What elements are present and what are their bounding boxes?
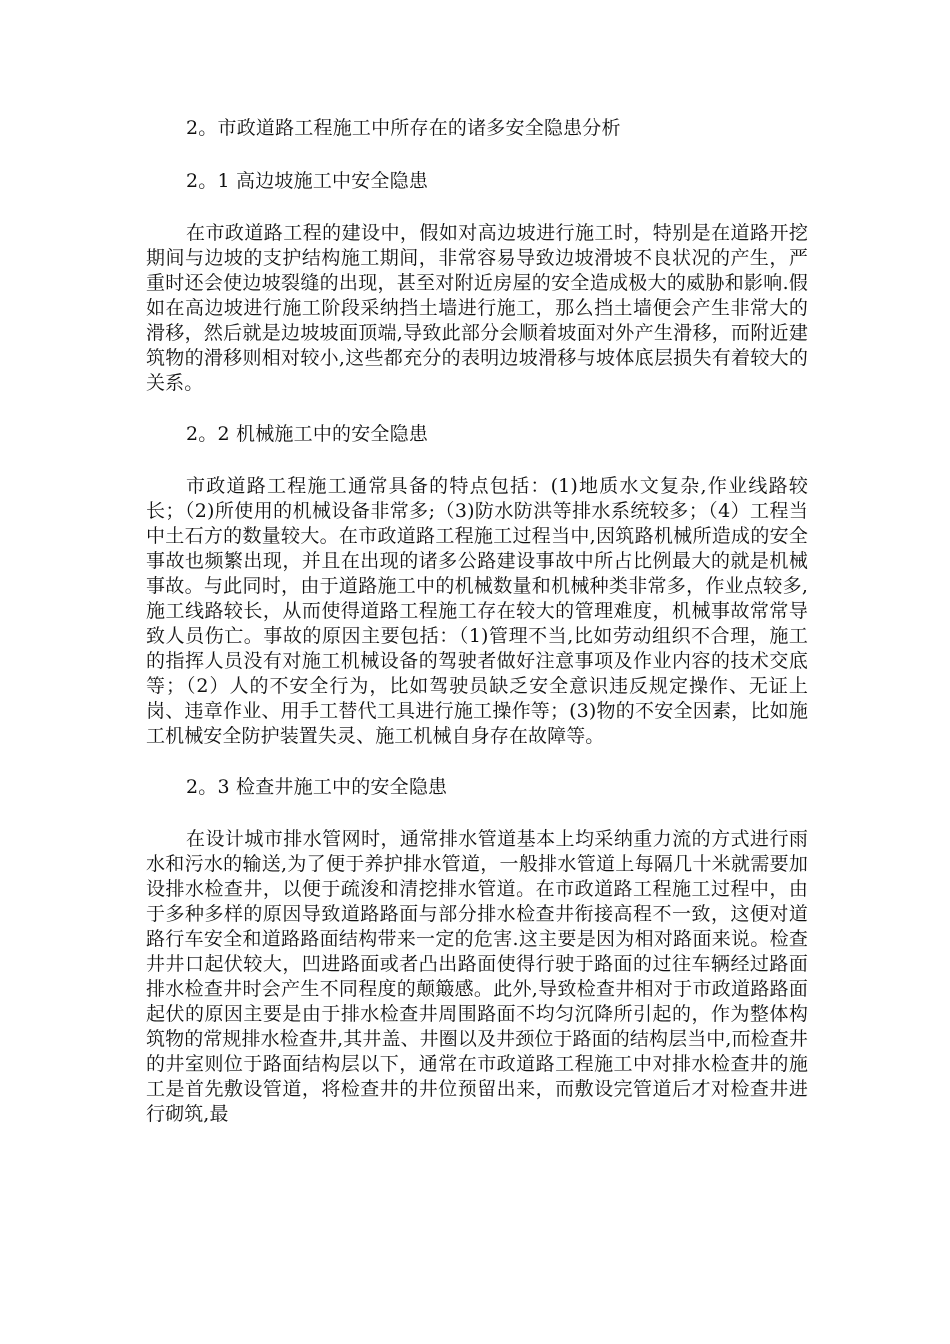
section-title: 2。市政道路工程施工中所存在的诸多安全隐患分析 xyxy=(186,117,621,139)
paragraph-inspection-well: 在设计城市排水管网时，通常排水管道基本上均采纳重力流的方式进行雨水和污水的输送,为了便于养护排水管道，一般排水管道上每隔几十米就需要加设排水检查井，以便于疏浚和清挖排水管道。在市政道路工程施工过程中，由于多种多样的原因导致道路路面与部分排水检查井衔接高程不一致，这便对道路行车安全和道路路面结构带来一定的危害.这主要是因为相对路面来说。检查井井口起伏较大，凹进路面或者凸出路面使得行驶于路面的过往车辆经过路面排水检查井时会产生不同程度的颠簸感。此外,导致检查井相对于市政道路路面起伏的原因主要是由于排水检查井周围路面不均匀沉降所引起的，作为整体构筑物的常规排水检查井,其井盖、井圈以及井颈位于路面的结构层当中,而检查井的井室则位于路面结构层以下，通常在市政道路工程施工中对排水检查井的施工是首先敷设管道，将检查井的井位预留出来，而敷设完管道后才对检查井进行砌筑,最 xyxy=(146,828,808,1125)
paragraph-machinery: 市政道路工程施工通常具备的特点包括：(1)地质水文复杂,作业线路较长；（2)所使用的机械设备非常多;（3)防水防洪等排水系统较多；（4）工程当中土石方的数量较大。在市政道路工程施工过程当中,因筑路机械所造成的安全事故也频繁出现，并且在出现的诸多公路建设事故中所占比例最大的就是机械事故。与此同时，由于道路施工中的机械数量和机械种类非常多，作业点较多,施工线路较长，从而使得道路工程施工存在较大的管理难度，机械事故常常导致人员伤亡。事故的原因主要包括：（1)管理不当,比如劳动组织不合理，施工的指挥人员没有对施工机械设备的驾驶者做好注意事项及作业内容的技术交底等；（2）人的不安全行为，比如驾驶员缺乏安全意识违反规定操作、无证上岗、违章作业、用手工替代工具进行施工操作等；(3)物的不安全因素，比如施工机械安全防护装置失灵、施工机械自身存在故障等。 xyxy=(146,475,808,747)
subsection-title-inspection-well: 2。3 检查井施工中的安全隐患 xyxy=(186,776,448,798)
subsection-title-machinery: 2。2 机械施工中的安全隐患 xyxy=(186,423,429,445)
subsection-title-high-slope: 2。1 高边坡施工中安全隐患 xyxy=(186,170,429,192)
document-body xyxy=(146,116,808,1127)
paragraph-high-slope: 在市政道路工程的建设中，假如对高边坡进行施工时，特别是在道路开挖期间与边坡的支护结构施工期间，非常容易导致边坡滑坡不良状况的产生，严重时还会使边坡裂缝的出现，甚至对附近房屋的安全造成极大的威胁和影响.假如在高边坡进行施工阶段采纳挡土墙进行施工，那么挡土墙便会产生非常大的滑移，然后就是边坡坡面顶端,导致此部分会顺着坡面对外产生滑移，而附近建筑物的滑移则相对较小,这些都充分的表明边坡滑移与坡体底层损失有着较大的关系。 xyxy=(146,222,808,394)
